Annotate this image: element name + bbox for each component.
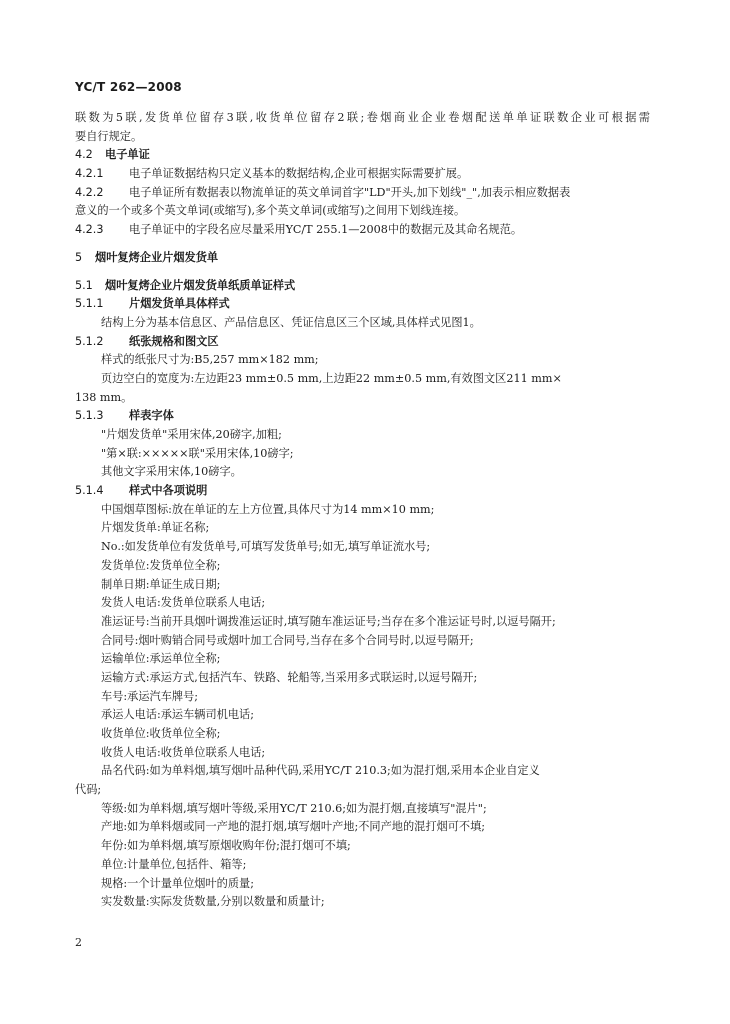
body-line: 样式的纸张尺寸为:B5,257 mm×182 mm; [101,353,319,367]
item-line: 合同号:烟叶购销合同号或烟叶加工合同号,当存在多个合同号时,以逗号隔开; [101,633,474,647]
clause-title: 样表字体 [129,409,174,423]
item-line: 制单日期:单证生成日期; [101,577,221,591]
clause-number: 5.1.1 [75,297,104,311]
body-line: 意义的一个或多个英文单词(或缩写),多个英文单词(或缩写)之间用下划线连接。 [75,204,466,218]
clause-number: 4.2 [75,148,93,162]
document-body [75,109,650,912]
item-line: 年份:如为单料烟,填写原烟收购年份;混打烟可不填; [101,839,351,853]
item-line: 中国烟草图标:放在单证的左上方位置,具体尺寸为14 mm×10 mm; [101,502,435,516]
body-line: "第×联:×××××联"采用宋体,10磅字; [101,446,294,460]
item-line: 代码; [75,783,102,797]
clause-number: 4.2.2 [75,185,104,199]
item-line: 准运证号:当前开具烟叶调拨准运证时,填写随车准运证号;当存在多个准运证号时,以逗号隔开; [101,614,556,628]
body-line: "片烟发货单"采用宋体,20磅字,加粗; [101,428,282,441]
item-line: No.:如发货单位有发货单号,可填写发货单号;如无,填写单证流水号; [101,540,431,554]
body-line: 其他文字采用宋体,10磅字。 [101,465,242,479]
clause-4-2-heading [75,146,650,165]
clause-title: 纸张规格和图文区 [129,334,219,348]
clause-title: 烟叶复烤企业片烟发货单纸质单证样式 [105,278,296,292]
clause-4-2-1 [75,165,650,184]
item-line: 实发数量:实际发货数量,分别以数量和质量计; [101,895,325,909]
clause-title: 样式中各项说明 [129,484,208,498]
clause-4-2-3 [75,221,650,240]
body-line: 联数为5联,发货单位留存3联,收货单位留存2联;卷烟商业企业卷烟配送单单证联数企业可根据需 [75,111,650,124]
item-line: 收货单位:收货单位全称; [101,727,221,740]
body-line: 要自行规定。 [75,129,143,143]
item-line: 运输方式:承运方式,包括汽车、铁路、轮船等,当采用多式联运时,以逗号隔开; [101,670,478,684]
body-line: 结构上分为基本信息区、产品信息区、凭证信息区三个区域,具体样式见图1。 [101,315,481,329]
clause-title: 电子单证 [105,148,150,162]
clause-title: 片烟发货单具体样式 [129,297,230,311]
section-number: 5 [75,250,83,264]
clause-text: 电子单证中的字段名应尽量采用YC/T 255.1—2008中的数据元及其命名规范。 [129,223,523,237]
item-line: 规格:一个计量单位烟叶的质量; [101,876,254,890]
clause-5-1-1-heading [75,295,650,314]
item-line: 品名代码:如为单料烟,填写烟叶品种代码,采用YC/T 210.3;如为混打烟,采用本企业自定义 [101,764,540,778]
document-code-header: YC/T 262—2008 [75,80,182,94]
item-line: 发货人电话:发货单位联系人电话; [101,596,266,610]
clause-5-1-heading [75,277,650,296]
item-line: 承运人电话:承运车辆司机电话; [101,708,254,722]
page-number: 2 [75,936,82,949]
item-line: 收货人电话:收货单位联系人电话; [101,745,266,759]
clause-number: 5.1.2 [75,334,104,348]
item-line: 片烟发货单:单证名称; [101,521,210,535]
clause-5-1-2-heading [75,333,650,352]
clause-4-2-2 [75,184,650,203]
item-line: 发货单位:发货单位全称; [101,558,221,572]
section-5-heading [75,249,650,268]
section-title: 烟叶复烤企业片烟发货单 [95,250,219,264]
item-line: 产地:如为单料烟或同一产地的混打烟,填写烟叶产地;不同产地的混打烟可不填; [101,820,486,834]
item-line: 等级:如为单料烟,填写烟叶等级,采用YC/T 210.6;如为混打烟,直接填写"混片"; [101,801,487,815]
clause-5-1-3-heading [75,407,650,426]
clause-number: 5.1.4 [75,484,104,498]
clause-number: 5.1.3 [75,409,104,423]
clause-text: 电子单证数据结构只定义基本的数据结构,企业可根据实际需要扩展。 [129,167,469,181]
item-line: 车号:承运汽车牌号; [101,689,199,703]
body-line: 138 mm。 [75,390,133,404]
body-line: 页边空白的宽度为:左边距23 mm±0.5 mm,上边距22 mm±0.5 mm,有效图文区211 mm× [101,371,562,385]
clause-5-1-4-heading [75,482,650,501]
clause-number: 4.2.1 [75,167,104,181]
clause-number: 5.1 [75,278,93,292]
item-line: 运输单位:承运单位全称; [101,652,221,666]
item-line: 单位:计量单位,包括件、箱等; [101,857,247,871]
clause-number: 4.2.3 [75,223,104,237]
clause-text: 电子单证所有数据表以物流单证的英文单词首字"LD"开头,加下划线"_",加表示相应数据表 [129,185,571,199]
